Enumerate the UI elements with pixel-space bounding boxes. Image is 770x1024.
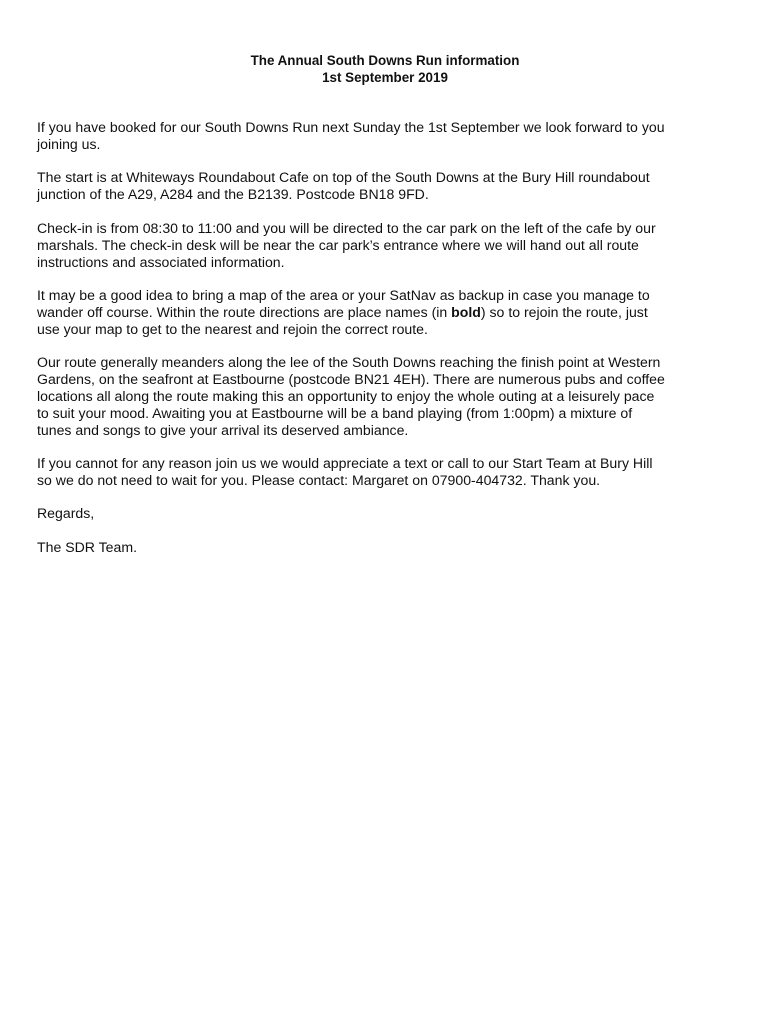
paragraph-line: junction of the A29, A284 and the B2139. Postcode BN18 9FD. (37, 185, 429, 202)
paragraph-line: locations all along the route making this an opportunity to enjoy the whole outing at a leisurely pace (37, 387, 655, 404)
paragraph-route (37, 354, 737, 439)
paragraph-line: Check-in is from 08:30 to 11:00 and you will be directed to the car park on the left of the cafe by our (37, 220, 656, 236)
paragraph-line: Our route generally meanders along the lee of the South Downs reaching the finish point at Western (37, 354, 661, 370)
paragraph-map-advice (37, 287, 737, 338)
paragraph-line: so we do not need to wait for you. Please contact: Margaret on 07900-404732. Thank you. (37, 471, 601, 488)
document-title: The Annual South Downs Run information (250, 53, 520, 68)
paragraph-line: to suit your mood. Awaiting you at Eastbourne will be a band playing (from 1:00pm) a mixture of (37, 404, 633, 421)
line-text: ) so to rejoin the route, just (480, 303, 648, 320)
paragraph-contact (37, 455, 737, 489)
paragraph-booking (37, 119, 737, 153)
paragraph-line: If you have booked for our South Downs Run next Sunday the 1st September we look forward to you (37, 119, 665, 135)
paragraph-start-location (37, 169, 737, 203)
paragraph-line: If you cannot for any reason join us we would appreciate a text or call to our Start Team at Bury Hill (37, 455, 653, 471)
closing-regards: Regards, (37, 505, 95, 521)
paragraph-line: instructions and associated information. (37, 253, 285, 270)
paragraph-line: marshals. The check-in desk will be near the car park’s entrance where we will hand out all route (37, 236, 639, 253)
paragraph-line: joining us. (37, 135, 101, 152)
paragraph-check-in (37, 220, 737, 271)
signature: The SDR Team. (37, 539, 137, 555)
paragraph-line (37, 304, 737, 321)
paragraph-line: It may be a good idea to bring a map of the area or your SatNav as backup in case you manage to (37, 287, 650, 303)
paragraph-line: The start is at Whiteways Roundabout Cafe on top of the South Downs at the Bury Hill roundabout (37, 169, 650, 185)
line-text: wander off course. Within the route directions are place names (in (37, 303, 452, 320)
paragraph-line: tunes and songs to give your arrival its deserved ambiance. (37, 421, 409, 438)
paragraph-line: use your map to get to the nearest and rejoin the correct route. (37, 320, 428, 337)
bold-emphasis: bold (451, 303, 481, 320)
paragraph-line: Gardens, on the seafront at Eastbourne (postcode BN21 4EH). There are numerous pubs and coffee (37, 370, 665, 387)
document-date: 1st September 2019 (322, 70, 448, 85)
